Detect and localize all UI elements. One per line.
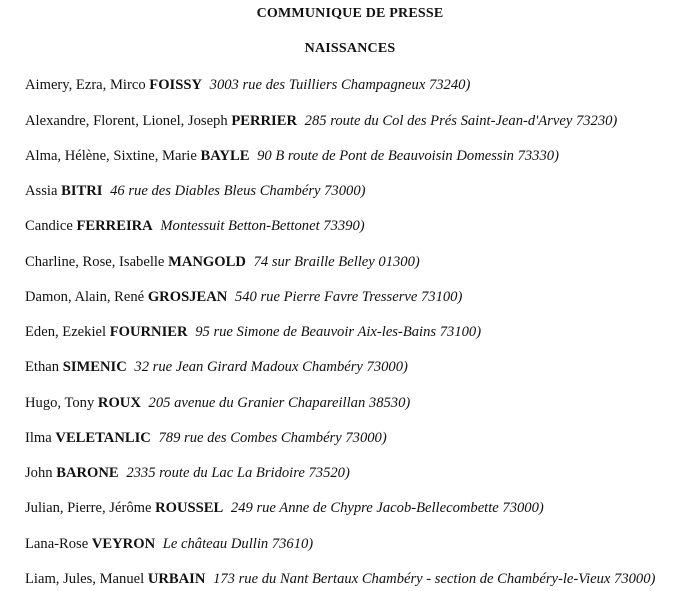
given-names: Liam, Jules, Manuel bbox=[25, 571, 145, 587]
address: 285 route du Col des Prés Saint-Jean-d'Arvey 73230) bbox=[304, 113, 618, 129]
birth-entry bbox=[25, 182, 365, 200]
address: 540 rue Pierre Favre Tresserve 73100) bbox=[234, 289, 463, 305]
surname: GROSJEAN bbox=[147, 289, 228, 305]
birth-entry bbox=[25, 112, 617, 130]
surname: ROUSSEL bbox=[155, 500, 224, 516]
birth-entry bbox=[25, 147, 559, 165]
address: Montessuit Betton-Bettonet 73390) bbox=[160, 218, 365, 234]
birth-entry bbox=[25, 570, 655, 588]
address: 789 rue des Combes Chambéry 73000) bbox=[158, 430, 387, 446]
given-names: Alexandre, Florent, Lionel, Joseph bbox=[25, 113, 228, 129]
given-names: Eden, Ezekiel bbox=[25, 324, 107, 340]
address: 249 rue Anne de Chypre Jacob-Bellecombette 73000) bbox=[230, 500, 544, 516]
given-names: Hugo, Tony bbox=[25, 395, 95, 411]
surname: ROUX bbox=[97, 395, 141, 411]
given-names: Aimery, Ezra, Mirco bbox=[25, 77, 146, 93]
birth-entry bbox=[25, 253, 420, 271]
surname: VELETANLIC bbox=[55, 430, 151, 446]
section-title: NAISSANCES bbox=[304, 41, 396, 56]
birth-entry bbox=[25, 288, 462, 306]
given-names: Candice bbox=[25, 218, 73, 234]
given-names: Ilma bbox=[25, 430, 52, 446]
surname: BITRI bbox=[61, 183, 103, 199]
surname: FOURNIER bbox=[109, 324, 188, 340]
surname: URBAIN bbox=[147, 571, 206, 587]
birth-entry bbox=[25, 499, 544, 517]
given-names: Damon, Alain, René bbox=[25, 289, 145, 305]
birth-entry bbox=[25, 358, 408, 376]
address: 173 rue du Nant Bertaux Chambéry - section de Chambéry-le-Vieux 73000) bbox=[213, 571, 656, 587]
document-title: COMMUNIQUE DE PRESSE bbox=[256, 6, 444, 21]
surname: BAYLE bbox=[200, 148, 250, 164]
birth-entry bbox=[25, 394, 410, 412]
birth-entry bbox=[25, 535, 313, 553]
surname: MANGOLD bbox=[168, 254, 246, 270]
address: 205 avenue du Granier Chapareillan 38530) bbox=[148, 395, 411, 411]
given-names: Alma, Hélène, Sixtine, Marie bbox=[25, 148, 197, 164]
address: 32 rue Jean Girard Madoux Chambéry 73000) bbox=[134, 359, 408, 375]
birth-entry bbox=[25, 76, 470, 94]
birth-entry bbox=[25, 464, 350, 482]
surname: SIMENIC bbox=[62, 359, 127, 375]
given-names: Julian, Pierre, Jérôme bbox=[25, 500, 152, 516]
address: 3003 rue des Tuilliers Champagneux 73240) bbox=[209, 77, 471, 93]
address: Le château Dullin 73610) bbox=[162, 536, 314, 552]
given-names: John bbox=[25, 465, 53, 481]
birth-entry bbox=[25, 217, 365, 235]
address: 46 rue des Diables Bleus Chambéry 73000) bbox=[110, 183, 366, 199]
address: 2335 route du Lac La Bridoire 73520) bbox=[126, 465, 350, 481]
birth-entry bbox=[25, 323, 481, 341]
given-names: Charline, Rose, Isabelle bbox=[25, 254, 165, 270]
surname: VEYRON bbox=[91, 536, 156, 552]
address: 90 B route de Pont de Beauvoisin Domessin 73330) bbox=[257, 148, 559, 164]
surname: BARONE bbox=[56, 465, 119, 481]
given-names: Lana-Rose bbox=[25, 536, 89, 552]
birth-entry bbox=[25, 429, 387, 447]
address: 95 rue Simone de Beauvoir Aix-les-Bains 73100) bbox=[195, 324, 482, 340]
given-names: Assia bbox=[25, 183, 58, 199]
surname: PERRIER bbox=[231, 113, 297, 129]
address: 74 sur Braille Belley 01300) bbox=[253, 254, 420, 270]
given-names: Ethan bbox=[25, 359, 60, 375]
surname: FOISSY bbox=[149, 77, 202, 93]
surname: FERREIRA bbox=[76, 218, 153, 234]
